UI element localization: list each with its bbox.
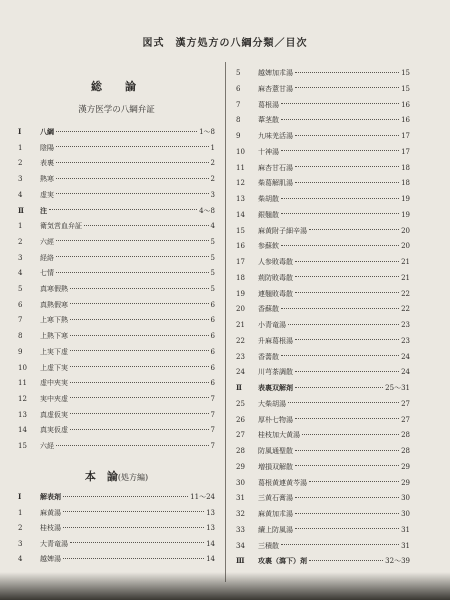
toc-entry-title: 續上防風湯 — [258, 525, 293, 534]
toc-entry-title: 川芎茶調散 — [258, 368, 293, 377]
toc-entry-title: 防風通聖散 — [258, 447, 293, 455]
toc-entry-title: 上寒下熱 — [40, 316, 68, 325]
toc-entry-page: 28 — [401, 431, 410, 440]
toc-entry-row — [236, 461, 410, 473]
toc-entry-number: 17 — [236, 258, 245, 266]
toc-entry-page: 18 — [401, 179, 410, 188]
toc-entry-number: 4 — [18, 190, 23, 199]
toc-entry-row — [236, 398, 410, 410]
toc-entry-title: 十神湯 — [258, 147, 279, 156]
toc-entry-row — [236, 445, 410, 457]
toc-entry-title: 経絡 — [40, 253, 54, 262]
toc-entry-number: 18 — [236, 273, 245, 282]
toc-entry-row — [18, 283, 215, 295]
toc-entry-page: 2 — [210, 175, 215, 184]
toc-entry-number: 3 — [18, 253, 23, 262]
toc-entry-title: 虚実 — [40, 190, 54, 199]
toc-entry-page: 14 — [206, 539, 215, 548]
toc-entry-page: 13 — [206, 508, 215, 517]
toc-entry-row — [18, 409, 215, 421]
toc-leader-dots — [295, 512, 399, 514]
toc-entry-page: 30 — [401, 494, 410, 503]
toc-entry-title: 三積散 — [258, 541, 279, 550]
toc-leader-dots — [281, 354, 399, 356]
toc-entry-number: 11 — [236, 163, 245, 172]
toc-entry-page: 29 — [401, 462, 410, 471]
toc-entry-row — [236, 114, 410, 126]
toc-entry-title: 真寒假熱 — [40, 285, 68, 293]
toc-entry-page: 25〜31 — [385, 384, 410, 392]
toc-leader-dots — [295, 496, 399, 498]
toc-entry-number: Ⅰ — [18, 492, 22, 501]
toc-leader-dots — [70, 302, 209, 304]
toc-entry-page: 5 — [210, 285, 215, 293]
toc-entry-page: 13 — [206, 524, 215, 533]
toc-leader-dots — [56, 145, 209, 147]
toc-entry-page: 22 — [401, 305, 410, 314]
toc-entry-page: 20 — [401, 242, 410, 251]
toc-entry-page: 4〜8 — [199, 206, 215, 215]
toc-section-row — [18, 205, 215, 217]
toc-entry-row — [18, 393, 215, 405]
toc-entry-page: 2 — [210, 159, 215, 168]
toc-leader-dots — [70, 287, 209, 289]
toc-entry-title: 厚朴七物湯 — [258, 415, 293, 424]
toc-entry-page: 19 — [401, 210, 410, 219]
toc-entry-row — [236, 429, 410, 441]
toc-entry-number: 2 — [18, 159, 23, 168]
honron-heading — [18, 468, 215, 484]
toc-entry-page: 7 — [210, 442, 215, 450]
toc-leader-dots — [309, 480, 399, 482]
toc-entry-row — [18, 157, 215, 169]
toc-entry-row — [236, 351, 410, 363]
toc-entry-page: 30 — [401, 510, 410, 518]
toc-entry-page: 15 — [401, 84, 410, 93]
toc-entry-row — [18, 362, 215, 374]
toc-leader-dots — [281, 197, 399, 199]
toc-entry-page: 5 — [210, 237, 215, 246]
toc-entry-page: 6 — [210, 347, 215, 356]
toc-leader-dots — [70, 349, 209, 351]
toc-entry-number: 22 — [236, 336, 245, 345]
toc-entry-title: 荊防敗毒散 — [258, 273, 293, 282]
toc-leader-dots — [295, 417, 399, 419]
toc-entry-page: 6 — [210, 363, 215, 372]
toc-entry-title: 人参敗毒散 — [258, 258, 293, 266]
toc-entry-row — [18, 522, 215, 534]
toc-entry-title: 熱寒 — [40, 175, 54, 184]
toc-entry-number: 15 — [18, 442, 27, 450]
toc-entry-row — [236, 83, 410, 95]
toc-leader-dots — [84, 224, 209, 226]
toc-leader-dots — [281, 307, 399, 309]
toc-entry-number: 4 — [18, 269, 23, 278]
toc-leader-dots — [281, 102, 399, 104]
toc-entry-title: 実中夾虚 — [40, 394, 68, 403]
toc-entry-row — [236, 288, 410, 300]
toc-entry-row — [18, 553, 215, 565]
toc-entry-page: 16 — [401, 116, 410, 125]
toc-entry-number: 11 — [18, 379, 27, 388]
toc-entry-number: 1 — [18, 143, 23, 152]
toc-entry-number: 19 — [236, 289, 245, 298]
toc-leader-dots — [295, 449, 399, 451]
toc-leader-dots — [295, 527, 399, 529]
toc-leader-dots — [70, 334, 209, 336]
toc-entry-number: 8 — [18, 332, 23, 341]
toc-leader-dots — [56, 177, 209, 179]
toc-entry-row — [18, 440, 215, 452]
toc-entry-title: 越婢加朮湯 — [258, 69, 293, 77]
toc-entry-number: 24 — [236, 368, 245, 377]
toc-entry-page: 1 — [210, 143, 215, 152]
toc-entry-row — [18, 330, 215, 342]
toc-entry-row — [236, 303, 410, 315]
toc-entry-page: 23 — [401, 336, 410, 345]
toc-entry-row — [236, 540, 410, 552]
toc-entry-page: 20 — [401, 226, 410, 235]
toc-entry-page: 6 — [210, 300, 215, 309]
toc-entry-title: 真虚仮実 — [40, 410, 68, 419]
toc-entry-title: 増損双解散 — [258, 462, 293, 471]
toc-entry-page: 1〜8 — [199, 128, 215, 136]
toc-entry-row — [18, 236, 215, 248]
toc-leader-dots — [70, 396, 209, 398]
toc-entry-title: 大柴胡湯 — [258, 399, 286, 408]
toc-entry-title: 香蘇散 — [258, 305, 279, 314]
honron-title: 本 論 — [84, 470, 118, 483]
toc-entry-number: Ⅱ — [236, 383, 242, 392]
toc-entry-title: 陰陽 — [40, 143, 54, 152]
toc-entry-title: 真実仮虚 — [40, 426, 68, 435]
toc-leader-dots — [56, 271, 209, 273]
toc-entry-title: 麻杏甘石湯 — [258, 163, 293, 172]
toc-entry-title: 表裏双解剤 — [258, 383, 293, 392]
toc-leader-dots — [70, 428, 209, 430]
toc-entry-page: 21 — [401, 273, 410, 282]
toc-entry-title: 葦茎散 — [258, 116, 279, 125]
toc-leader-dots — [281, 149, 399, 151]
toc-entry-number: 29 — [236, 462, 245, 471]
toc-entry-page: 27 — [401, 399, 410, 408]
toc-entry-number: 9 — [236, 132, 241, 140]
toc-entry-title: 柴胡散 — [258, 195, 279, 203]
toc-entry-title: 七情 — [40, 269, 54, 278]
toc-entry-title: 攻裏（瀉下）剤 — [258, 556, 307, 566]
section-subheading: 漢方医学の八綱弁証 — [78, 105, 155, 115]
toc-entry-page: 7 — [210, 426, 215, 435]
toc-leader-dots — [70, 318, 209, 320]
toc-entry-row — [236, 319, 410, 331]
toc-entry-page: 21 — [401, 258, 410, 266]
toc-entry-title: 桂枝加大黄湯 — [258, 431, 300, 440]
toc-entry-title: 三黄石膏湯 — [258, 494, 293, 503]
toc-entry-row — [236, 130, 410, 142]
toc-entry-row — [236, 508, 410, 520]
toc-entry-page: 27 — [401, 415, 410, 424]
toc-entry-title: 上熱下寒 — [40, 332, 68, 341]
toc-entry-title: 虚中夾実 — [40, 379, 68, 388]
toc-entry-number: 2 — [18, 237, 23, 246]
toc-leader-dots — [295, 71, 399, 73]
toc-entry-number: 3 — [18, 175, 23, 184]
toc-entry-row — [18, 189, 215, 201]
toc-entry-row — [236, 67, 410, 79]
toc-entry-number: 13 — [18, 410, 27, 419]
toc-leader-dots — [295, 291, 399, 293]
toc-entry-number: 32 — [236, 510, 245, 518]
toc-entry-page: 17 — [401, 147, 410, 156]
toc-leader-dots — [295, 464, 399, 466]
toc-entry-title: 麻杏薏甘湯 — [258, 84, 293, 93]
toc-entry-title: 小青竜湯 — [258, 321, 286, 329]
toc-entry-title: 注 — [40, 205, 47, 215]
toc-entry-title: 六經 — [40, 237, 54, 246]
toc-entry-number: 9 — [18, 347, 23, 356]
column-divider — [225, 62, 226, 582]
toc-entry-row — [236, 366, 410, 378]
toc-entry-number: 16 — [236, 242, 245, 251]
toc-leader-dots — [309, 228, 399, 230]
toc-entry-number: 27 — [236, 431, 245, 440]
toc-entry-page: 24 — [401, 352, 410, 361]
toc-entry-page: 16 — [401, 100, 410, 109]
toc-leader-dots — [70, 381, 209, 383]
toc-leader-dots — [63, 557, 204, 559]
toc-entry-page: 6 — [210, 316, 215, 325]
toc-entry-number: Ⅲ — [236, 556, 245, 566]
toc-leader-dots — [70, 412, 209, 414]
toc-entry-row — [18, 377, 215, 389]
toc-entry-page: 6 — [210, 332, 215, 341]
toc-entry-number: 15 — [236, 226, 245, 235]
toc-entry-row — [18, 538, 215, 550]
toc-leader-dots — [295, 181, 399, 183]
toc-entry-number: 3 — [18, 539, 23, 548]
toc-entry-row — [236, 146, 410, 158]
toc-entry-title: 麻黄附子細辛湯 — [258, 226, 307, 235]
toc-entry-number: 20 — [236, 305, 245, 314]
toc-entry-page: 23 — [401, 321, 410, 329]
honron-subtitle: (処方編) — [117, 473, 149, 482]
toc-entry-number: 23 — [236, 352, 245, 361]
toc-entry-number: 5 — [236, 69, 241, 77]
toc-entry-row — [18, 142, 215, 154]
toc-section-row — [236, 382, 410, 394]
toc-entry-page: 31 — [401, 541, 410, 550]
toc-leader-dots — [49, 208, 197, 210]
toc-entry-page: 24 — [401, 368, 410, 377]
toc-leader-dots — [70, 541, 204, 543]
toc-leader-dots — [56, 161, 209, 163]
toc-section-row — [18, 126, 215, 138]
toc-leader-dots — [56, 239, 209, 241]
toc-entry-title: 連翹敗毒散 — [258, 289, 293, 298]
toc-entry-number: 7 — [18, 316, 23, 325]
toc-entry-row — [236, 272, 410, 284]
toc-entry-row — [18, 507, 215, 519]
toc-leader-dots — [295, 386, 383, 388]
toc-entry-row — [18, 314, 215, 326]
toc-entry-title: 上実下虚 — [40, 347, 68, 356]
page-title: 図式 漢方処方の八綱分類／目次 — [142, 38, 308, 49]
toc-entry-title: 参蘇飲 — [258, 242, 279, 251]
toc-entry-title: 升麻葛根湯 — [258, 336, 293, 345]
toc-entry-page: 14 — [206, 555, 215, 564]
toc-entry-title: 真熱假寒 — [40, 300, 68, 309]
toc-entry-row — [236, 225, 410, 237]
toc-entry-number: 12 — [18, 394, 27, 403]
toc-entry-row — [18, 220, 215, 232]
toc-entry-number: 8 — [236, 116, 241, 125]
toc-entry-title: 葛根湯 — [258, 100, 279, 109]
toc-entry-page: 32〜39 — [385, 557, 410, 566]
toc-entry-row — [236, 335, 410, 347]
toc-leader-dots — [281, 118, 399, 120]
toc-entry-number: 2 — [18, 524, 23, 533]
toc-leader-dots — [288, 401, 399, 403]
toc-entry-title: 九味羌活湯 — [258, 132, 293, 140]
toc-entry-number: 12 — [236, 179, 245, 188]
toc-entry-number: 4 — [18, 555, 23, 564]
toc-entry-number: 26 — [236, 415, 245, 424]
toc-entry-row — [236, 193, 410, 205]
toc-entry-page: 7 — [210, 394, 215, 403]
toc-entry-row — [236, 492, 410, 504]
toc-entry-page: 15 — [401, 69, 410, 77]
toc-leader-dots — [63, 495, 188, 497]
toc-entry-title: 麻黄加朮湯 — [258, 510, 293, 518]
toc-entry-number: 31 — [236, 494, 245, 503]
toc-entry-page: 5 — [210, 269, 215, 278]
toc-leader-dots — [295, 165, 399, 167]
toc-entry-page: 3 — [210, 190, 215, 199]
toc-leader-dots — [295, 260, 399, 262]
toc-entry-title: 衛気営血弁証 — [40, 222, 82, 231]
toc-leader-dots — [295, 134, 399, 136]
toc-entry-number: 7 — [236, 100, 241, 109]
toc-entry-title: 麻黄湯 — [40, 508, 61, 517]
toc-entry-row — [236, 162, 410, 174]
toc-entry-row — [18, 299, 215, 311]
toc-entry-page: 29 — [401, 478, 410, 487]
toc-entry-row — [18, 267, 215, 279]
toc-entry-number: 6 — [236, 84, 241, 93]
toc-leader-dots — [63, 526, 204, 528]
toc-leader-dots — [63, 510, 204, 512]
toc-entry-number: 10 — [236, 147, 245, 156]
toc-entry-row — [236, 477, 410, 489]
toc-entry-title: 解表剤 — [40, 492, 61, 501]
section-heading: 総 論 — [91, 80, 142, 93]
toc-entry-title: 六経 — [40, 442, 54, 450]
toc-entry-number: 28 — [236, 447, 245, 455]
toc-entry-row — [236, 256, 410, 268]
toc-leader-dots — [302, 433, 399, 435]
toc-leader-dots — [288, 323, 399, 325]
toc-entry-title: 八綱 — [40, 127, 54, 136]
toc-entry-title: 香薷散 — [258, 352, 279, 361]
toc-entry-title: 表裏 — [40, 159, 54, 168]
toc-leader-dots — [56, 130, 197, 132]
toc-entry-number: Ⅱ — [18, 205, 24, 215]
toc-entry-title: 大青竜湯 — [40, 539, 68, 548]
toc-entry-row — [236, 209, 410, 221]
toc-entry-number: 33 — [236, 525, 245, 534]
toc-entry-page: 11〜24 — [190, 493, 215, 501]
toc-entry-row — [236, 177, 410, 189]
toc-entry-number: Ⅰ — [18, 127, 22, 136]
toc-entry-page: 31 — [401, 525, 410, 534]
toc-entry-page: 18 — [401, 163, 410, 172]
toc-entry-row — [236, 524, 410, 536]
toc-entry-title: 葛根黄連黄芩湯 — [258, 478, 307, 487]
toc-entry-number: 5 — [18, 285, 23, 293]
toc-entry-number: 30 — [236, 478, 245, 487]
toc-entry-page: 4 — [210, 222, 215, 231]
toc-entry-page: 17 — [401, 132, 410, 140]
toc-entry-row — [18, 252, 215, 264]
toc-entry-title: 柴葛解肌湯 — [258, 179, 293, 188]
toc-section-row — [18, 491, 215, 503]
toc-entry-page: 28 — [401, 447, 410, 455]
toc-leader-dots — [295, 86, 399, 88]
toc-section-row — [236, 555, 410, 567]
toc-leader-dots — [56, 255, 209, 257]
toc-entry-number: 25 — [236, 399, 245, 408]
toc-leader-dots — [281, 212, 399, 214]
toc-entry-row — [18, 346, 215, 358]
toc-entry-title: 上虚下実 — [40, 363, 68, 372]
toc-leader-dots — [281, 543, 399, 545]
toc-entry-number: 1 — [18, 508, 23, 517]
toc-entry-page: 5 — [210, 253, 215, 262]
toc-entry-number: 6 — [18, 300, 23, 309]
toc-leader-dots — [281, 244, 399, 246]
toc-entry-number: 10 — [18, 363, 27, 372]
toc-leader-dots — [56, 192, 209, 194]
toc-entry-number: 21 — [236, 321, 245, 329]
toc-entry-page: 22 — [401, 289, 410, 298]
toc-leader-dots — [70, 365, 209, 367]
toc-entry-row — [18, 424, 215, 436]
toc-entry-page: 6 — [210, 379, 215, 388]
toc-leader-dots — [295, 370, 399, 372]
toc-leader-dots — [295, 275, 399, 277]
toc-entry-number: 1 — [18, 222, 23, 231]
toc-leader-dots — [309, 559, 383, 561]
toc-leader-dots — [56, 444, 209, 446]
toc-entry-row — [236, 414, 410, 426]
toc-entry-number: 14 — [18, 426, 27, 435]
toc-entry-title: 銀翹散 — [258, 210, 279, 219]
toc-entry-number: 34 — [236, 541, 245, 550]
toc-leader-dots — [295, 338, 399, 340]
toc-entry-number: 13 — [236, 195, 245, 203]
toc-entry-row — [236, 240, 410, 252]
toc-entry-title: 桂枝湯 — [40, 524, 61, 533]
toc-entry-page: 19 — [401, 195, 410, 203]
toc-entry-row — [18, 173, 215, 185]
toc-entry-title: 越婢湯 — [40, 555, 61, 564]
toc-entry-number: 14 — [236, 210, 245, 219]
toc-entry-page: 7 — [210, 410, 215, 419]
toc-entry-row — [236, 99, 410, 111]
